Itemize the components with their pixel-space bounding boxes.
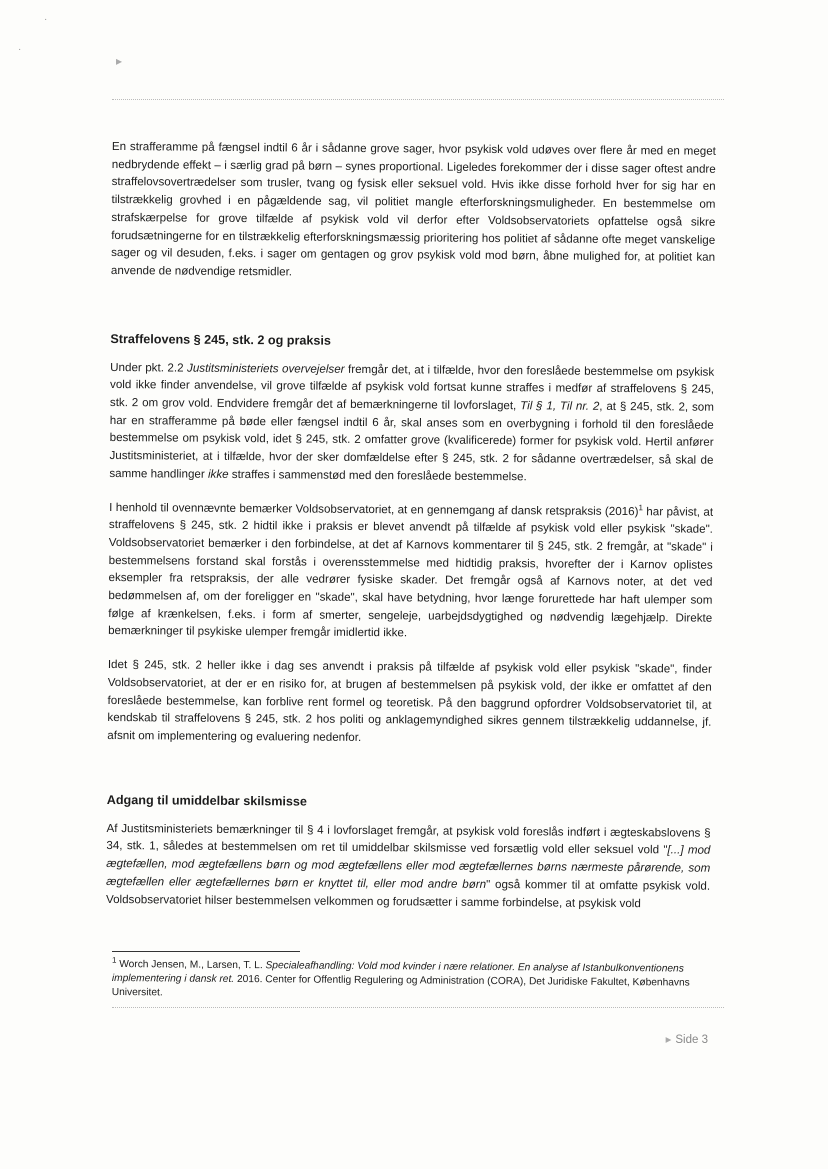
page-number [666,1032,708,1046]
paragraph-245-2: I henhold til ovennævnte bemærker Voldsobservatoriet, at en gennemgang af dansk retspraksis $(2016)^1$ har påvist, at straffelovens § 245, stk. 2 hidtil ikke i praksis er blevet anvendt på tilfælde af psykisk vold eller psykisk "skade". Voldsobservatoriet bemærker i den forbindelse, at det af Karnovs kommentarer til § 245, stk. 2 fremgår, at "skade" i bestemmelsens forstand skal forstås i overensstemmelse med hidtidig praksis, hvorefter der i Karnov oplistes eksempler fra retspraksis, der alle vedrører fysiske skader. Det fremgår også af Karnovs noter, at det ved bedømmelsen af, om der foreligger en "skade", skal have betydning, hvor længe forurettede har haft ulemper som følge af krænkelsen, f.eks. i form af smerter, sengeleje, uarbejdsdygtighed og nødvendig lægehjælp. Direkte bemærkninger til psykiske ulemper fremgår imidlertid ikke. [108,500,714,640]
paragraph-245-3: Idet § 245, stk. 2 heller ikke i dag ses anvendt i praksis på tilfælde af psykisk vold eller psykisk "skade", finder Voldsobservatoriet, at der er en risiko for, at brugen af bestemmelsen på psykisk vold, der ikke er omfattet af den foreslåede bestemmelse, kan forblive rent formel og teoretisk. På den baggrund opfordrer Voldsobservatoriet til, at kendskab til straffelovens § 245, stk. 2 hos politi og anklagemyndighed sikres gennem tilstrækkelig uddannelse, jf. afsnit om implementering og evaluering nedenfor. [107,658,712,744]
page-body [106,138,716,929]
footer-arrow-icon: ▸ [665,1034,672,1046]
scan-speck: · [18,44,22,55]
footnote-number: 1 [111,955,117,965]
footnote-ref[interactable]: 1 [638,502,643,512]
header-arrow-icon: ▸ [116,54,123,68]
section-heading-245: Straffelovens § 245, stk. 2 og praksis [110,331,331,348]
page-label: Side 3 [675,1034,708,1046]
section-heading-skilsmisse: Adgang til umiddelbar skilsmisse [106,792,308,809]
header-divider [112,99,724,100]
footnote-divider [112,951,300,952]
paragraph-245-1: Under pkt. 2.2 Justitsministeriets overvejelser fremgår det, at i tilfælde, hvor den foreslåede bestemmelse om psykisk vold ikke finder anvendelse, vil grove tilfælde af psykisk vold fortsat kunne straffes i medfør af straffelovens § 245, stk. 2 om grov vold. Endvidere fremgår det af bemærkningerne til lovforslaget, Til § 1, Til nr. 2, at § 245, stk. 2, som har en strafferamme på bøde eller fængsel indtil 6 år, skal anses som en overbygning i forhold til den foreslåede bestemmelse om psykisk vold, idet § 245, stk. 2 omfatter grove (kvalificerede) former for psykisk vold. Hertil anfører Justitsministeriet, at i tilfælde, hvor der sker domfældelse efter § 245, stk. 2 for sådanne overtrædelser, så skal de samme handlinger ikke straffes i sammenstød med den foreslåede bestemmelse. [109,360,715,484]
scan-speck: · [44,14,48,25]
paragraph-skilsmisse-1: Af Justitsministeriets bemærkninger til § 4 i lovforslaget fremgår, at psykisk vold foreslås indført i ægteskabslovens § 34, stk. 1, således at bestemmelsen om ret til umiddelbar skilsmisse ved forsætlig vold eller seksuel vold "[...] mod ægtefællen, mod ægtefællens børn og mod ægtefællens eller mod ægtefællernes børns nærmeste pårørende, som ægtefællen eller ægtefællernes børn er knyttet til, eller mod andre børn" også kommer til at omfatte psykisk vold. Voldsobservatoriet hilser bestemmelsen velkommen og forudsætter i samme forbindelse, at psykisk vold [105,821,711,910]
footnote: $^1$ Worch Jensen, M., Larsen, T. L. Specialeafhandling: Vold mod kvinder i nære relationer. En analyse af Istanbulkonventionens implementering i dansk ret. 2016. Center for Offentlig Regulering og Administration (CORA), Det Juridiske Fakultet, Københavns Universitet. [111,955,690,999]
footer-divider [112,1007,724,1008]
intro-paragraph: En strafferamme på fængsel indtil 6 år i sådanne grove sager, hvor psykisk vold udøves over flere år med en meget nedbrydende effekt – i særlig grad på børn – synes proportional. Ligeledes forekommer der i disse sager oftest andre straffelovsovertrædelser som trusler, tvang og fysisk eller seksuel vold. Hvis ikke disse forhold hver for sig har en tilstrækkelig grovhed i en pågældende sag, vil politiet mangle efterforskningsmuligheder. En bestemmelse om strafskærpelse for grove tilfælde af psykisk vold vil derfor efter Voldsobservatoriets opfattelse også sikre forudsætningerne for en tilstrækkelig efterforskningsmæssig prioritering hos politiet af sådanne ofte meget vanskelige sager og vil desuden, f.eks. i sager om gentagen og grov psykisk vold mod børn, åbne mulighed for, at politiet kan anvende de nødvendige retsmidler. [110,139,716,279]
